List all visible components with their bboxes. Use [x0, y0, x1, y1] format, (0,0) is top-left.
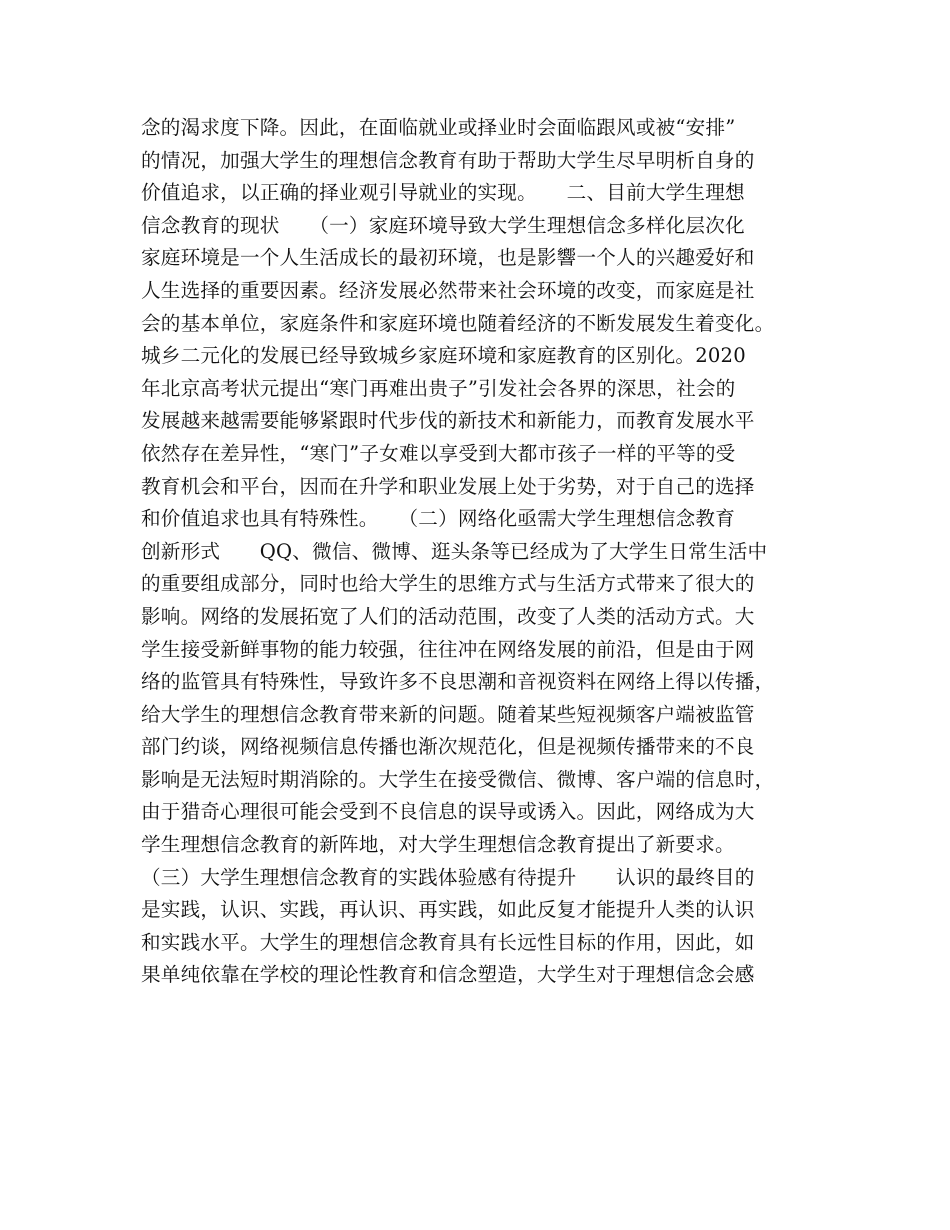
- text-line: 城乡二元化的发展已经导致城乡家庭环境和家庭教育的区别化。2020: [141, 344, 746, 368]
- text-line: 念的渴求度下降。因此，在面临就业或择业时会面临跟风或被“安排”: [141, 116, 736, 139]
- text-line: 给大学生的理想信念教育带来新的问题。随着某些短视频客户端被监管: [141, 702, 755, 726]
- text-line: 教育机会和平台，因而在升学和职业发展上处于劣势，对于自己的选择: [141, 474, 755, 498]
- text-line: 人生选择的重要因素。经济发展必然带来社会环境的改变，而家庭是社: [141, 278, 755, 302]
- text-line: 影响。网络的发展拓宽了人们的活动范围，改变了人类的活动方式。大: [141, 604, 755, 628]
- text-line: 部门约谈，网络视频信息传播也渐次规范化，但是视频传播带来的不良: [141, 735, 755, 759]
- text-line: （三）大学生理想信念教育的实践体验感有待提升 认识的最终目的: [141, 865, 755, 889]
- text-line: 由于猎奇心理很可能会受到不良信息的误导或诱入。因此，网络成为大: [141, 800, 755, 824]
- text-line: 会的基本单位，家庭条件和家庭环境也随着经济的不断发展发生着变化。: [141, 311, 775, 335]
- text-line: 价值追求，以正确的择业观引导就业的实现。 二、目前大学生理想: [141, 181, 745, 205]
- text-line: 络的监管具有特殊性，导致许多不良思潮和音视资料在网络上得以传播，: [141, 670, 775, 694]
- text-line: 是实践，认识、实践，再认识、再实践，如此反复才能提升人类的认识: [141, 898, 755, 922]
- body-text: [141, 112, 841, 992]
- text-line: 和实践水平。大学生的理想信念教育具有长远性目标的作用，因此，如: [141, 930, 755, 954]
- text-line: 的情况，加强大学生的理想信念教育有助于帮助大学生尽早明析自身的: [141, 148, 755, 172]
- text-line: 学生理想信念教育的新阵地，对大学生理想信念教育提出了新要求。: [141, 833, 735, 857]
- text-line: 年北京高考状元提出“寒门再难出贵子”引发社会各界的深思，社会的: [141, 376, 736, 400]
- text-line: 影响是无法短时期消除的。大学生在接受微信、微博、客户端的信息时，: [141, 767, 775, 791]
- text-line: 依然存在差异性，“寒门”子女难以享受到大都市孩子一样的平等的受: [141, 441, 736, 465]
- text-line: 的重要组成部分，同时也给大学生的思维方式与生活方式带来了很大的: [141, 572, 755, 596]
- text-line: 发展越来越需要能够紧跟时代步伐的新技术和新能力，而教育发展水平: [141, 409, 755, 433]
- text-line: 信念教育的现状 （一）家庭环境导致大学生理想信念多样化层次化: [141, 213, 745, 237]
- text-line: 学生接受新鲜事物的能力较强，往往冲在网络发展的前沿，但是由于网: [141, 637, 755, 661]
- text-line: 创新形式 QQ、微信、微博、逛头条等已经成为了大学生日常生活中: [141, 539, 768, 563]
- text-line: 家庭环境是一个人生活成长的最初环境，也是影響一个人的兴趣爱好和: [141, 246, 755, 270]
- text-line: 和价值追求也具有特殊性。 （二）网络化亟需大学生理想信念教育: [141, 507, 736, 531]
- text-line: 果单纯依靠在学校的理论性教育和信念塑造，大学生对于理想信念会感: [141, 963, 755, 987]
